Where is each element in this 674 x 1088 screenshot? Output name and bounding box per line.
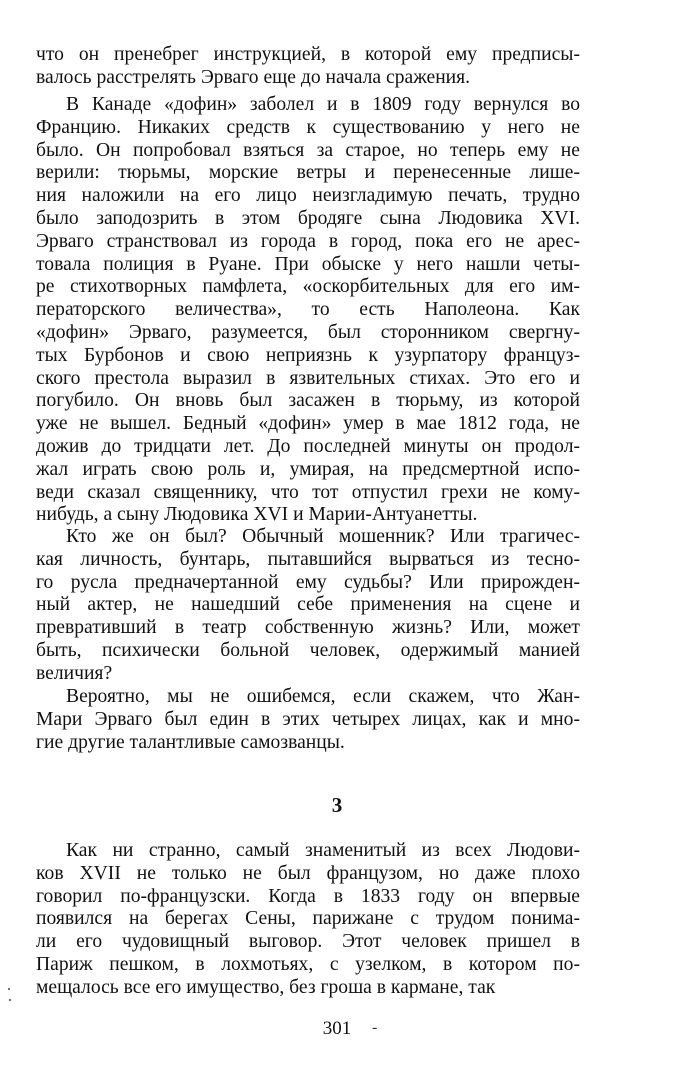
text-line: мещалось все его имущество, без гроша в кармане, так — [36, 976, 496, 998]
text-line: гие другие талантливые самозванцы. — [36, 731, 345, 753]
text-line: что он пренебрег инструкцией, в которой ему предписы- — [36, 44, 580, 65]
text-line: ков XVII не только не был французом, но даже плохо — [36, 862, 580, 884]
paragraph-conclusion — [36, 686, 580, 754]
text-line: было заподозрить в этом бродяге сына Людовика XVI. — [36, 207, 580, 229]
text-line: «дофин» Эрваго, разумеется, был сторонником свергну- — [36, 321, 580, 343]
text-line: превративший в театр собственную жизнь? Или, может — [36, 617, 580, 639]
scan-speck — [9, 999, 11, 1001]
scan-speck — [8, 988, 10, 990]
text-line: веди сказал священнику, что тот отпустил грехи не кому- — [36, 481, 580, 503]
text-line: Вероятно, мы не ошибемся, если скажем, что Жан- — [66, 686, 580, 707]
text-line: Кто же он был? Обычный мошенник? Или трагичес- — [66, 526, 580, 547]
text-line: величия? — [36, 662, 113, 684]
paragraph-who-was-he — [36, 526, 580, 686]
text-line: ского престола выразил в язвительных стихах. Это его и — [36, 367, 580, 389]
paragraph-herbault-death — [36, 94, 580, 527]
text-line: было. Он попробовал взяться за старое, но теперь ему не — [36, 139, 580, 161]
text-line: ператорского величества», то есть Наполеона. Как — [36, 299, 580, 321]
text-line: Париж пешком, в лохмотьях, с узелком, в котором по- — [36, 953, 580, 975]
text-line: кая личность, бунтарь, пытавшийся вырваться из тесно- — [36, 548, 580, 570]
paragraph-section-3-start — [36, 840, 580, 1000]
page-number: 301 — [322, 1018, 352, 1039]
text-line: ный актер, не нашедший себе применения на сцене и — [36, 594, 580, 616]
page-mark: - — [372, 1019, 378, 1036]
text-line: товала полиция в Руане. При обыске у него нашли четы- — [36, 253, 580, 275]
text-line: нибудь, а сыну Людовика XVI и Марии-Антуанетты. — [36, 504, 478, 526]
text-line: дожив до тридцати лет. До последней минуты он продол- — [36, 435, 580, 457]
text-line: появился на берегах Сены, парижане с трудом понима- — [36, 908, 580, 930]
text-line: ния наложили на его лицо неизгладимую печать, трудно — [36, 185, 580, 207]
text-line: уже не вышел. Бедный «дофин» умер в мае 1812 года, не — [36, 413, 580, 435]
text-line: Эрваго странствовал из города в город, пока его не арес- — [36, 230, 580, 252]
paragraph-continuation — [36, 44, 580, 90]
text-line: погубило. Он вновь был засажен в тюрьму, из которой — [36, 390, 580, 412]
text-line: ли его чудовищный выговор. Этот человек пришел в — [36, 931, 580, 953]
text-line: жал играть свою роль и, умирая, на предсмертной испо- — [36, 458, 580, 480]
text-line: тых Бурбонов и свою неприязнь к узурпатору француз- — [36, 344, 580, 366]
text-line: Мари Эрваго был един в этих четырех лицах, как и мно- — [36, 708, 580, 730]
text-line: В Канаде «дофин» заболел и в 1809 году вернулся во — [66, 94, 580, 115]
text-line: валось расстрелять Эрваго еще до начала сражения. — [36, 66, 471, 88]
text-line: говорил по-французски. Когда в 1833 году он впервые — [36, 885, 580, 907]
text-line: быть, психически больной человек, одержимый манией — [36, 639, 580, 661]
section-number: 3 — [331, 793, 343, 817]
text-line: верили: тюрьмы, морские ветры и перенесенные лише- — [36, 162, 580, 184]
text-line: Как ни странно, самый знаменитый из всех Людови- — [66, 840, 580, 861]
text-line: ре стихотворных памфлета, «оскорбительных для его им- — [36, 276, 580, 298]
text-line: го русла предначертанной ему судьбы? Или прирожден- — [36, 571, 580, 593]
text-line: Францию. Никаких средств к существованию у него не — [36, 116, 580, 138]
